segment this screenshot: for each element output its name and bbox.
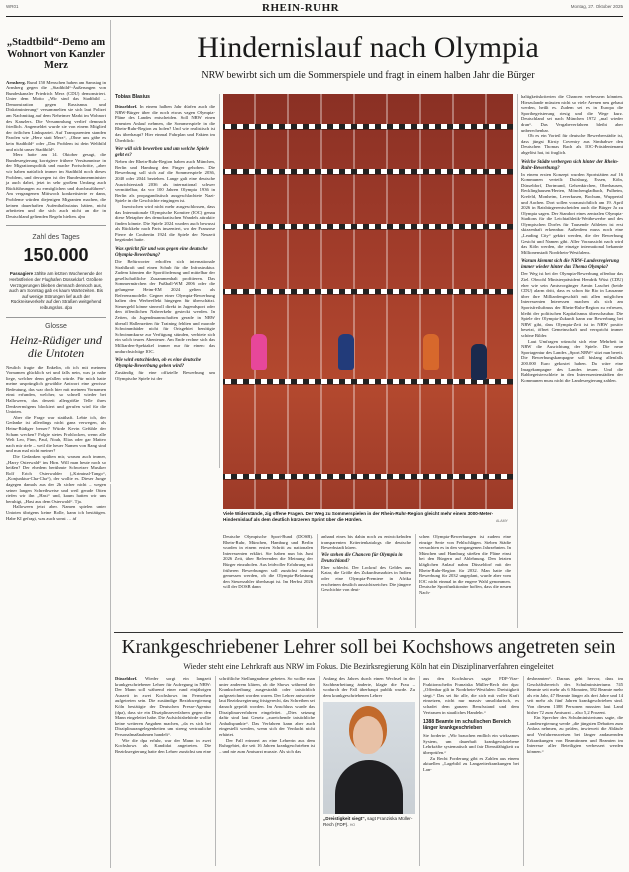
glosse-sign: td <box>72 515 77 521</box>
lead-col4-paragraph: schen Olympia-Bewerbungen ist zudem eine einzige Serie von Fehlschlägen. Sieben Städte versuchten es in den vergangenen Jahrzehnten. In München und Hamburg stießen die Pläne einst bei den Bürgern auf Ablehnung. Den letzten kläglichen Anlauf nahm Düsseldorf mit der Rhein-Ruhr-Region für 2032. Man hatte die Bewerbung für 2032 ungeplant, wurde aber vom IOC nicht einmal in die engere Wahl genommen. Deutsche Sportfunktionäre hoffen, dass die neuen Nach- <box>419 534 511 595</box>
runner-blue <box>338 334 354 370</box>
story1-paragraph-1: Rund 150 Menschen haben am Samstag in Arnsberg gegen die „Stadtbild“-Äußerungen von Bundeskanzler Friedrich Merz (CDU) demonstriert. Unter dem Motto „Wir sind das Stadtbild – Demonstration gegen Rassismus und Diskriminierung“ versammelten sie sich laut Polizei am Nachmittag auf dem Neheimer Markt im Wohnort des Kanzlers. Die Versammlung verlief demnach friedlich. Angemeldet wurde sie von einem Mitglied der örtlichen Linkspartei. Auf Transparenten standen Parolen wie „Herz statt Merz“, „Ohne uns gäbe es kein Stadtbild“ oder „Das Problem ist dein Weltbild und nicht unser Stadtbild“. <box>6 79 106 152</box>
runner-navy <box>471 344 487 380</box>
lead-question-3: Wie wird entschieden, ob es eine deutsche Olympia-Bewerbung geben wird? <box>115 358 202 370</box>
masthead-left-tag: WR01 <box>6 4 19 9</box>
lead-col1-divider <box>219 94 220 468</box>
runner-orange <box>423 334 439 370</box>
lead-right-paragraph-2: Ob es ein Vorteil für deutsche Bewerberstädte ist, dass jüngst Kirsty Coventry aus Simbabwe den Deutschen Thomas Bach als IOC-Präsidentenamt abgelöst hat, ist fraglich. <box>521 133 623 155</box>
photo-caption-text: Viele Widerstände, zig offene Fragen. Der Weg zu Sommerspielen in der Rhein-Ruhr-Region gleicht mehr einem 3000-Meter-Hindernislauf als dem deutlich kürzeren Sprint über die Hürden. <box>223 511 494 522</box>
bottom-story-rule <box>114 632 623 633</box>
glosse-divider <box>6 317 106 318</box>
story1-dateline: Arnsberg. <box>6 79 26 85</box>
portrait-head <box>353 716 383 754</box>
zahl-source: dpa <box>64 304 73 310</box>
hurdle-bar <box>223 379 513 384</box>
lead-col1-paragraph-3: Inzwischen wird nicht mehr ausgeschlossen, dass das Internationale Olympische Komitee (IOC) genau diese Metapher des demokratischen Wandels attraktiv finden könnte. Die Spiele 2024 wurden auch bewusst als Rückkehr nach Paris inszeniert, wo der Franzose Pierre de Coubertin 1924 die Spiele der Neuzeit begründet hatte. <box>115 203 215 243</box>
photo-caption <box>223 511 505 523</box>
masthead-rule <box>6 16 623 17</box>
lead-question-2: Was spricht für und was gegen eine deutsche Olympia-Bewerbung? <box>115 247 208 259</box>
bottom-column-1 <box>115 676 211 754</box>
zahl-value: 150.000 <box>23 245 89 266</box>
lead-question-1: Wer will sich bewerben und um welche Spiele geht es? <box>115 147 209 159</box>
glosse-label: Glosse <box>45 322 67 330</box>
bottom-dateline: Düsseldorf. <box>115 676 138 681</box>
lead-col3-question: Wie stehen die Chancen für Olympia in Deutschland? <box>321 552 403 564</box>
lead-column-3 <box>321 534 411 593</box>
hurdle-bar <box>223 474 513 479</box>
portrait-shoulders <box>335 760 403 814</box>
bottom-portrait-photo <box>323 702 415 814</box>
bottom-col5-paragraph-1: desbeamten“. Daraus geht hervor, dass im Geschäftsbereich des Schulministeriums 745 Beamte seit mehr als 6 Monaten, 582 Beamte mehr als ein Jahr, 47 Beamte länger als drei Jahre und 14 seit mehr als fünf Jahren krankgeschrieben sind. Von diesem 1388 Personen mussten laut Land bisher 72 zum Amtsarzt – also 5,2 Prozent. <box>527 676 623 715</box>
lead-col1-paragraph-1: In einem halben Jahr dürfen auch die NRW-Bürger über die noch etwas vagen Olympia-Pläne des Landes entscheiden. Soll NRW einen erneuten Anlauf nehmen, die Sommerspiele in die Rhein-Ruhr-Region zu holen? Und wie realistisch ist das überhaupt? Hier einmal Fahrplan und Fakten im Überblick: <box>115 104 215 143</box>
bottom-col4-box: 1388 Beamte im schulischen Bereich länger krankgeschrieben <box>423 719 511 732</box>
lead-col3-divider <box>415 534 416 628</box>
lead-col1-paragraph-4: Die Befürworter erhoffen sich internationale Strahlkraft und einen Schub für die Infrastruktur. Zudem könnten die Sportförderung und mittelbar der gesellschaftliche Zusammenhalt profitieren. Das Sommermärchen der Fußball-WM 2006 oder die gelungene Heim-EM 2024 gelten als Referenzmodelle. Gegner einer Olympia-Bewerbung halten den Werbeeffekt hingegen für überschätzt. Steuergeld könne sinnvoll direkt in Jugendsport oder den öffentlichen Nahverkehr gesteckt werden. In Zeiten, da Jugendmannschaften gerade in NRW überall Hallenzeiten für Training fehlten und marode Schwimmbäder nicht für Ortsgebiet benötigte Schwimmkurse zur Verfügung stünden, verbiete sich ein solch teures Abenteuer. Am Ende rechne sich das Milliarden-Spektakel immer nur für einen: das undurchsichtige IOC. <box>115 259 215 354</box>
bottom-column-2 <box>219 676 315 754</box>
story1-paragraph-2 <box>6 152 106 219</box>
bottom-col1-divider <box>215 676 216 866</box>
bottom-col2-divider <box>319 676 320 866</box>
section-title: RHEIN-RUHR <box>262 2 340 14</box>
bottom-column-4 <box>423 676 519 772</box>
lead-right-question-2: Warum klemmt sich die NRW-Landesregierung immer wieder hinter das Thema Olympia? <box>521 259 619 271</box>
glosse-paragraph-4 <box>6 504 106 521</box>
lead-right-paragraph-1: haltigkeitskriterien die Chancen verbessern könnten. Hierzulande müssten nicht so viele Arenen neu gebaut werden, heißt es. Zudem sei es in Europa die Sportbegeisterung riesig und die Wege kurz. Deutschland sei nach München 1972 „mal wieder dran“. Das Vergabeverfahren bleibt aber unberechenbar. <box>521 94 623 133</box>
lead-subheadline: NRW bewirbt sich um die Sommerspiele und fragt in einem halben Jahr die Bürger <box>201 70 535 81</box>
bottom-col3-paragraph: Anfang des Jahres durch einen Wechsel in der Sachbearbeitung änderte, klagte die Frau – wodurch der Fall überhaupt publik wurde. Zu dem krankgeschriebenen Lehrer <box>323 676 415 698</box>
bottom-col1-paragraph-1: Wieder sorgt ein langzeit krankgeschriebener Lehrer für Aufregung in NRW: Der Mann soll während einer rund einjährigen Auszeit in zwei Kochshows im Fernsehen aufgetreten sein. Die zuständige Bezirksregierung Köln bestätigte der Deutschen Presse-Agentur (dpa), dass sie ein Disziplinarverfahren gegen den Mann eingeleitet habe. Die Aufsichtsbehörde wollte keine weiteren Angaben machen, „da es sich bei Disziplinarangelegenheiten um streng vertrauliche Personalmaßnahmen handelt“. <box>115 676 211 737</box>
bottom-col1-paragraph-2: Wie die dpa erfuhr, war der Mann in zwei Kochshows als Kandidat angetreten. Die Bezirksregierung hatte den Lehrer zunächst um eine <box>115 737 211 754</box>
zahl-divider <box>6 225 106 226</box>
glosse-paragraph-3: Die Gedanken spülten mir, warum auch immer, „Harry Osterwald“ ins Hirn. Will man heute noch so heißen? Der ehedem berühmte Schweizer Musiker Rolf Erich Osterwalder („Kriminal-Tango“, „Konjunktur-Cha-Cha“), der wollte es. Dieser Junge dagegen damals aus der 2b sicher nicht – wegen seiner langen Schreibweise und weil gerade Otten riefen wir ihn „Hasi“ und, kaum hatten wir uns beruhigt, „Hasi aus dem Osterwald“. Tja. <box>6 454 106 504</box>
left-column <box>6 19 106 521</box>
bottom-subheadline: Wieder steht eine Lehrkraft aus NRW im Fokus. Die Bezirksregierung Köln hat ein Disziplinarverfahren eingeleitet <box>183 662 554 671</box>
glosse-paragraph-2: Aber die Frage war statthaft. Lebte ich, der Gedanke ist allerdings nicht ganz verwegen, als Heinz-Rüdiger besser? Würde Kevin Gefühle der Scham wecken? Folgte stetes Frohlocken, wenn alle Welt Leo, Finn, Paul, Noah, Elias oder gar Matteo nach mir riefe – weil die heuer Namen von Rang sind und nun mal nicht meiner? <box>6 414 106 454</box>
lead-right-paragraph-5: Laut Umfragen wünscht sich eine Mehrheit in NRW die Ausrichtung der Spiele. Die neue Sportagentur des Landes „Sport.NRW“ sitzt nun bereit. Die Bewerbungskampagne soll bislang allenfalls 200.000 Euro gekostet haben. Da wäre eine Imagekampagne des Landes teurer. Und die Rahbegeisterschleie in den Interessentenstädten der Kommunen muss nicht die Landesregierung zahlen. <box>521 338 623 383</box>
lead-headline: Hindernislauf nach Olympia <box>197 31 539 64</box>
lead-right-divider <box>517 94 518 628</box>
zahl-text-lead: Passagiere <box>9 271 34 277</box>
bottom-col4-divider <box>523 676 524 866</box>
lead-column-1 <box>115 94 215 381</box>
bottom-col2-paragraph-2: Der Fall erinnert an eine Lehrerin aus dem Ruhrgebiet, die seit 16 Jahren krankgeschrieben ist – und nie zum Amtsarzt musste. Als sich das <box>219 737 315 754</box>
runner-pink <box>251 334 267 370</box>
story1-headline: „Stadtbild“-Demo am Wohnort von Kanzler Merz <box>6 37 106 71</box>
bottom-column-5 <box>527 676 623 754</box>
lead-right-paragraph-3: In einem ersten Konzept wurden Sportstätten auf 16 Kommunen verteilt: Duisburg, Essen, Köln, Düsseldorf, Dortmund, Gelsenkirchen, Oberhausen, Recklinghausen/Herten, Mönchengladbach, Pulheim, Krefeld, Monheim, Leverkusen, Bochum, Wuppertal und Aachen. Dort sollen voraussichtlich am 19. April 2026 in Ratsbürgerentscheiden auch die Bürger Ja zu Olympia sagen. Der Standort eines zentralen Olympia-Stadions für die Leichtathletik-Wettbewerbe und des Olympischen Dorfes für Tausende Athleten ist erst skizzenhaft erkennbar. Außerdem muss noch eine „Leading City“ gekürt werden, die der Bewerbung Gesicht und Namen gibt. Aller Voraussicht nach wird das Köln werden, die einzige international bekannte Millionenstadt Nordrhein-Westfalens. <box>521 171 623 255</box>
bottom-col4-paragraph-1: aus den Kochshows sagte FDP-Vize-Fraktionschefin Franziska Müller-Rech der dpa: „Offenbar gilt in Nordrhein-Westfalen: Dreistigkeit siegt.“ Das sei für alle, die sich mit voller Kraft einsetzen, nicht nur massiv unsolidarisch, es schadet dem ganzen Berufsstand und dem Vertrauen in staatliches Handeln.“ <box>423 676 519 715</box>
story1-source: dpa <box>78 213 85 219</box>
lead-col3-paragraph-2: Eher schlecht. Der Lockruf des Geldes aus Katar, die Größe des Zukunftsmarktes in Indien oder eine Olympia-Premiere in Afrika erscheinen deutlich aussichtsreicher. Die jüngere Geschichte von deut- <box>321 564 411 593</box>
bottom-photo-caption-text: sagt Franziska Müller-Rech (FDP). <box>323 816 413 827</box>
bottom-col2-paragraph-1: schriftliche Stellungnahme gebeten. So wollte man unter anderem klären, ob die Shows während der Krankschreibung ausgestrahlt oder tatsächlich aufgezeichnet worden waren. Der Lehrer antwortete laut Bezirksregierung fristgerecht, das Schreiben sei danach geprüft worden. Im Anschluss wurde das Disziplinarverfahren eingeleitet. „Dies setzung dafür sind laut Gesetz „zureichende tatsächliche Anhaltspunkte“. Das Verfahren kann aber auch eingestellt werden, wenn sich der Verdacht nicht erhärtet. <box>219 676 315 737</box>
bottom-col5-paragraph-2: Ein Sprecher des Schulministeriums sagte, die Landesregierung werde „die jüngsten Debatten zum Anlass nehmen, zu prüfen, inwieweit die Abläufe und Verfahrensweisen bei länger andauernden Erkrankungen von Beamtinnen und Beamten im Interesse aller Beteiligten verbessert werden können.“ <box>527 715 623 754</box>
bottom-col4-paragraph-2: Sie forderte: „Wir brauchen endlich ein wirksames System, um dauerhaft krankgeschriebene Lehrkräfte systematisch und fair Dienstfähigkeit zu überprüfen.“ <box>423 733 519 755</box>
glosse-paragraph-4-text: Halloween jetzt aber. Namen spielen unter Untoten übrigens keine Rolle, kann ich bestätigen. Habe KI gefragt, was auch sonst … <box>6 504 106 521</box>
lead-col2-paragraph: Deutsche Olympische Sport-Bund (DOSB). Rhein-Ruhr, München, Hamburg und Berlin wurden in einem ersten Schritt zu nationalen Interessenten erklärt. Sie haben nun bis Juni 2026 Zeit, über Referenden die Meinung der Bürger einzuholen. Aus leidvoller Erfahrung mit früheren Bewerbungen soll zunächst einmal gemessen werden, ob die Olympia-Belastung den Steuerzahler überhaupt ist. Im Herbst 2026 will der DOSB dann <box>223 534 313 590</box>
lead-col2-divider <box>317 534 318 628</box>
lead-col1-paragraph-5: Zuständig für eine offizielle Bewerbung um Olympische Spiele ist der <box>115 370 215 381</box>
left-column-divider-lower <box>110 484 111 868</box>
bottom-col4-paragraph-3: Zu Recht Forderung gibt es Zahlen aus einem aktuellen „Lagebild zu Langzeiterkrankungen bei Lan- <box>423 755 519 772</box>
bottom-headline: Krankgeschriebener Lehrer soll bei Kochshows angetreten sein <box>121 637 616 658</box>
hurdle-bar <box>223 289 513 294</box>
hurdle-bar <box>223 224 513 229</box>
lead-col3-paragraph-1: anhand eines bis dahin noch zu entwickelnden transparenten Kriterienkatalogs die deutsche Bewerbstadt küren. <box>321 534 411 551</box>
hurdles-photo <box>223 94 513 509</box>
bottom-photo-caption <box>323 816 415 828</box>
photo-credit: ALAMY <box>496 519 508 523</box>
lead-right-question-1: Welche Städte verbergen sich hinter der Rhein-Ruhr-Bewerbung? <box>521 159 619 171</box>
bottom-photo-caption-lead: „Dreistigkeit siegt“, <box>323 816 366 822</box>
masthead-date: Montag, 27. Oktober 2025 <box>570 4 623 9</box>
glosse-headline: Heinz-Rüdiger und die Untoten <box>10 332 102 360</box>
left-column-divider <box>110 20 111 482</box>
bottom-photo-credit: HO <box>349 822 356 827</box>
lead-author: Tobias Blasius <box>115 94 150 100</box>
glosse-paragraph-1: Neulich fragte die Enkelin, ob ich mit meinem Vornamen glücklich sei und falls nein, was ja nahe liege, welcher denn gefallen würde. Für mich hatte meine ursprünglich gewählte Antwort eine gewisse Bedeutung, das war doch hier mit meinem Vornamen einst erfunden, welcher, so schnell wieder bei Halloween, das derzeit allergrößte Telle ihres Denkvermögens blockiert und gerufen wird für die Untoten. <box>6 364 106 415</box>
hurdle-bar <box>223 124 513 129</box>
bottom-col3-divider <box>419 676 420 866</box>
zahl-text <box>6 271 106 310</box>
zahl-text-body: zählte am letzten Wochenende der Herbstferien der Flughafen Düsseldorf. Größere Verzögerungen blieben demnach dennoch aus, auch am Sonntag gab es kaum Wartezeiten. Bis auf wenige Störungen lief auch der Rückreiseverkehr auf den Straßen weitgehend reibungslos. <box>9 271 103 310</box>
bottom-column-3 <box>323 676 415 829</box>
zahl-label: Zahl des Tages <box>32 234 80 242</box>
hurdle-bar <box>223 169 513 174</box>
lead-dateline: Düsseldorf. <box>115 104 138 109</box>
lead-right-column <box>521 94 623 383</box>
story1-body <box>6 80 106 153</box>
lead-right-paragraph-4: Der Weg ist bei der Olympia-Bewerbung offenbar das Ziel. Obwohl Ministerpräsident Hendrik Wüst (CDU) eher wie sein Amtsvorgänger Armin Laschet (beide CDU) alarm dritt, dass es schon für Rio in Lausanne über ihre Milliardengeschäft mit allen möglichen Interessenten Interessen machen als sich am Sportsfreiluftmus der Rhein-Ruhr-Region zu erfreuen, bleibt der politischen Kapitalismus überschaubar. Die Spiele der Olympia-Zukunft kann zur Bewerbung bei NRW gibt, dass Olympia-Zeit ist in NRW positiv besetzt, öffnet Gemeinschaft und verspricht immer schöne Bilder. <box>521 271 623 338</box>
lead-col1-paragraph-2: Neben der Rhein-Ruhr-Region haben auch München, Berlin und Hamburg den Finger gehoben. Die Bewerbung soll sich auf die Sommerspiele 2036, 2040 oder 2044 beziehen. Lange galt eine deutsche Ausrichterstadt 2036 als international schwer vermittelbar, da vor 100 Jahren Olympia 1936 in Berlin als propagandistisch ausgeschlachtete Nazi-Spiele in die Geschichte eingingen ist. <box>115 159 215 204</box>
story1-paragraph-2-text: Merz hatte am 14. Oktober gesagt, die Bundesregierung korrigiere frühere Versäumnisse in der Migrationspolitik und mache Fortschritte, „aber wir haben natürlich immer im Stadtbild noch dieses Problem, und deswegen ist der Bundesinnenminister ja auch dabei, jetzt in sehr großem Umfang auch Rückführungen zu ermöglichen und durchzuführen“. Am vergangenen Mittwoch konkretisierte er dann, Probleme würden diejenigen Migranten machen, die keinen dauerhaften Aufenthaltsstatus hätten, nicht arbeiteten und die sich auch nicht an die in Deutschland geltenden Regeln hielten. <box>6 152 106 219</box>
